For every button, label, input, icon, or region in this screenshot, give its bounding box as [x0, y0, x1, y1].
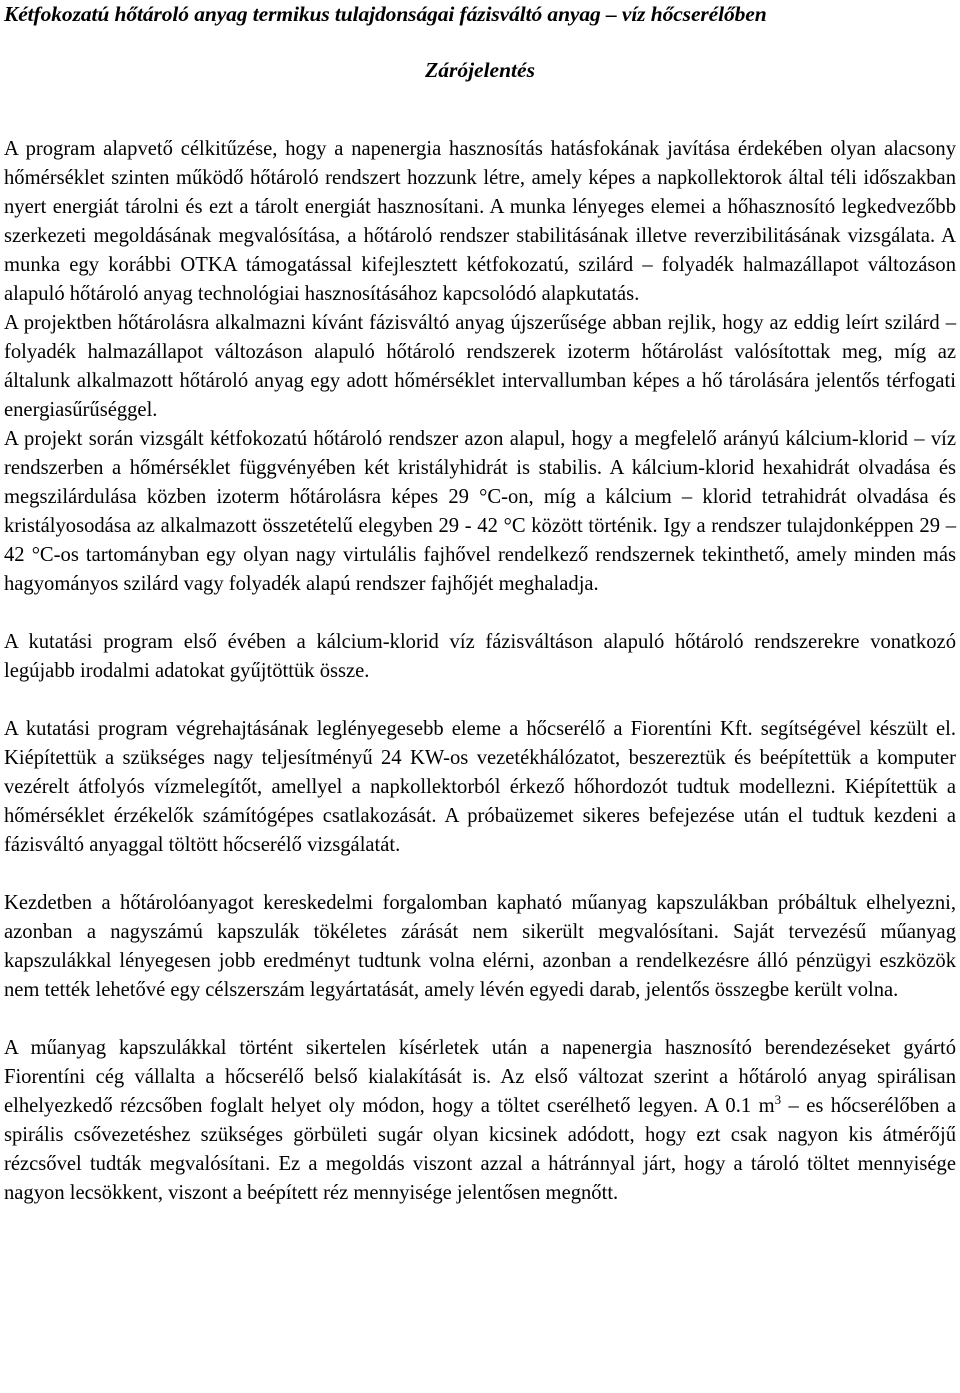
paragraph-novelty: A projektben hőtárolásra alkalmazni kívánt fázisváltó anyag újszerűsége abban rejlik, hogy az eddig leírt szilárd – folyadék halmazállapot változáson alapuló hőtároló rendszerek izoterm hőtárolást valósítottak meg, míg az általunk alkalmazott hőtároló anyag egy adott hőmérséklet intervallumban képes a hő tárolására jelentős térfogati energiasűrűséggel.: [4, 312, 956, 421]
paragraph-two-stage-system: A projekt során vizsgált kétfokozatú hőtároló rendszer azon alapul, hogy a megfelelő arányú kálcium-klorid – víz rendszerben a hőmérséklet függvényében két kristályhidrát is stabilis. A kálcium-klorid hexahidrát olvadása és megszilárdulása közben izoterm hőtárolásra képes 29 °C-on, míg a kálcium – klorid tetrahidrát olvadása és kristályosodása az alkalmazott összetételű elegyben 29 - 42 °C között történik. Igy a rendszer tulajdonképpen 29 – 42 °C-os tartományban egy olyan nagy virtulális fajhővel rendelkező rendszernek tekinthető, amely minden más hagyományos szilárd vagy folyadék alapú rendszer fajhőjét meghaladja.: [4, 428, 956, 595]
document-title: Kétfokozatú hőtároló anyag termikus tulajdonságai fázisváltó anyag – víz hőcserélőben: [4, 2, 767, 26]
paragraph-spiral-tube-part-1: A műanyag kapszulákkal történt sikertelen kísérletek után a napenergia hasznosító berendezéseket gyártó Fiorentíni cég vállalta a hőcserélő belső kialakítását is. Az első változat szerint a hőtároló anyag spirálisan elhelyezkedő rézcsőben foglalt helyet oly módon, hogy a töltet cserélhető legyen. A 0.1 m: [4, 1037, 956, 1117]
paragraph-spiral-tube: [4, 1034, 956, 1208]
document-subtitle: Zárójelentés: [425, 58, 535, 82]
paragraph-capsules: Kezdetben a hőtárolóanyagot kereskedelmi forgalomban kapható műanyag kapszulákban próbáltuk elhelyezni, azonban a nagyszámú kapszulák tökéletes zárását nem sikerült megvalósítani. Saját tervezésű műanyag kapszulákkal lényegesen jobb eredményt tudtunk volna elérni, azonban a rendelkezésre álló pénzügyi eszközök nem tették lehetővé egy célszerszám legyártatását, amely lévén egyedi darab, jelentős összegbe került volna.: [4, 892, 956, 1001]
paragraph-program-goal: A program alapvető célkitűzése, hogy a napenergia hasznosítás hatásfokának javítása érdekében olyan alacsony hőmérséklet szinten működő hőtároló rendszert hozzunk létre, amely képes a napkollektorok által téli időszakban nyert energiát tárolni és ezt a tárolt energiát hasznosítani. A munka lényeges elemei a hőhasznosító legkedvezőbb szerkezeti megoldásának megvalósítása, a hőtároló rendszer stabilitásának illetve reverzibilitásának vizsgálata. A munka egy korábbi OTKA támogatással kifejlesztett kétfokozatú, szilárd – folyadék halmazállapot változáson alapuló hőtároló anyag technológiai hasznosításához kapcsolódó alapkutatás.: [4, 138, 956, 305]
cubic-superscript: 3: [774, 1092, 782, 1107]
paragraph-heat-exchanger: A kutatási program végrehajtásának leglényegesebb eleme a hőcserélő a Fiorentíni Kft. segítségével készült el. Kiépítettük a szükséges nagy teljesítményű 24 KW-os vezetékhálózatot, beszereztük és beépítettük a komputer vezérelt átfolyós vízmelegítőt, amellyel a napkollektorból érkező hőhordozót tudtuk modellezni. Kiépítettük a hőmérséklet érzékelők számítógépes csatlakozását. A próbaüzemet sikeres befejezése után el tudtuk kezdeni a fázisváltó anyaggal töltött hőcserélő vizsgálatát.: [4, 718, 956, 856]
document-body: [4, 135, 956, 1208]
paragraph-spiral-tube-part-2: – es hőcserélőben a spirális csővezetéshez szükséges görbületi sugár olyan kicsinek adódott, hogy ezt csak nagyon kis átmérőjű rézcsővel tudták megvalósítani. Ez a megoldás viszont azzal a hátránnyal járt, hogy a tároló töltet mennyisége nagyon lecsökkent, viszont a beépített réz mennyisége jelentősen megnőtt.: [4, 1095, 956, 1204]
paragraph-first-year: A kutatási program első évében a kálcium-klorid víz fázisváltáson alapuló hőtároló rendszerekre vonatkozó legújabb irodalmi adatokat gyűjtöttük össze.: [4, 631, 956, 682]
